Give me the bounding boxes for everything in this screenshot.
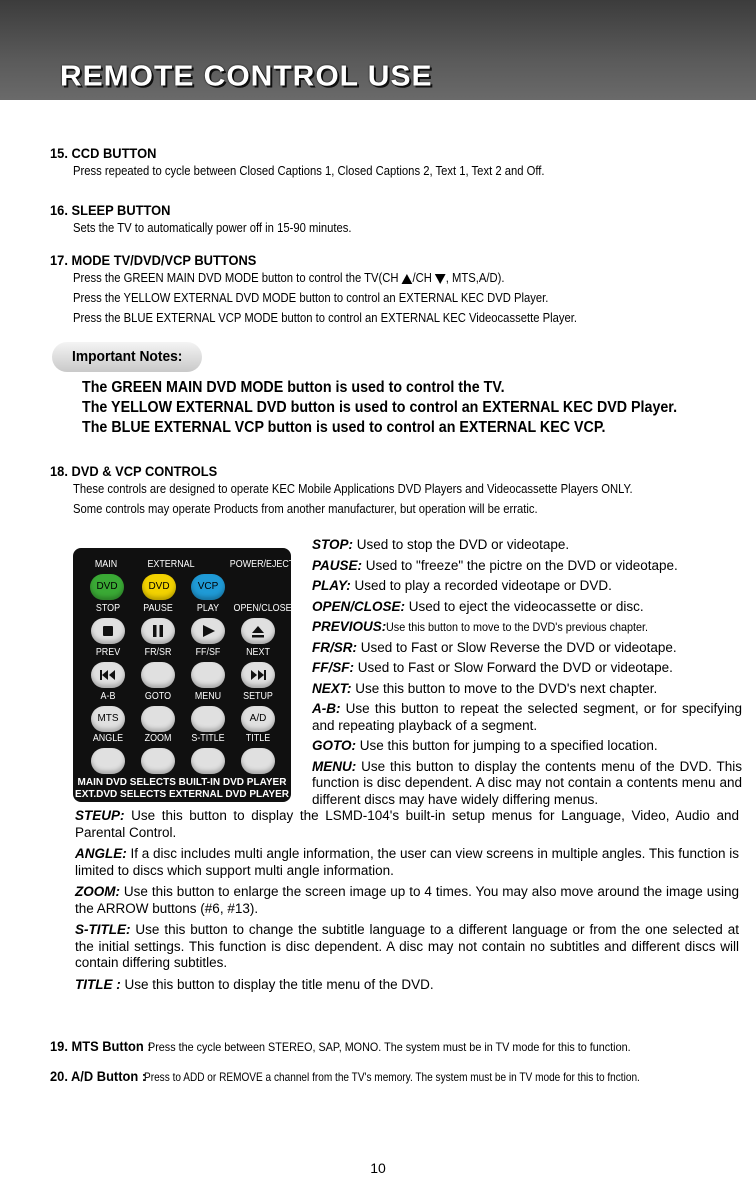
remote-illustration (73, 548, 295, 802)
remote-label-power-eject: POWER/EJECT (229, 558, 295, 570)
important-notes (82, 378, 677, 438)
control-s-title: S-TITLE: Use this button to change the subtitle language to a different language or from the one selected at the initial settings. This function is disc dependent. A disc may not contain no subtitles and different discs will contain differing subtitles. (75, 922, 739, 970)
page-number: 10 (370, 1160, 386, 1176)
remote-angle-button (91, 748, 125, 774)
remote-label-title: TITLE (245, 732, 271, 744)
section-18 (50, 463, 695, 519)
remote-menu-button (191, 706, 225, 732)
channel-up-icon (402, 274, 413, 284)
previous-icon (91, 662, 125, 688)
control-menu: MENU: Use this button to display the contents menu of the DVD. This function is disc dependent. A disc may not contain a contents menu and different discs may have widely differing menus. (312, 758, 742, 807)
remote-title-button (241, 748, 275, 774)
section-18-title: 18. DVD & VCP CONTROLS (50, 463, 218, 479)
remote-footer-line-1: MAIN DVD SELECTS BUILT-IN DVD PLAYER (77, 777, 287, 788)
control-ff-sf: FF/SF: Used to Fast or Slow Forward the DVD or videotape. (312, 660, 673, 675)
remote-label-ff-sf: FF/SF (195, 646, 221, 658)
control-angle: ANGLE: If a disc includes multi angle information, the user can view screens in multiple angles. This function is limited to discs which support multi angle information. (75, 846, 739, 878)
remote-label-next: NEXT (246, 646, 270, 658)
remote-s-title-button (191, 748, 225, 774)
control-fr-sr: FR/SR: Used to Fast or Slow Reverse the DVD or videotape. (312, 639, 677, 655)
section-20 (50, 1068, 735, 1084)
control-zoom: ZOOM: Use this button to enlarge the screen image up to 4 times. You may also move around the image using the ARROW buttons (#6, #13). (75, 884, 739, 916)
control-a-b: A-B: Use this button to repeat the selected segment, or for specifying and repeating playback of a segment. (312, 701, 742, 733)
section-17-line-3: Press the BLUE EXTERNAL VCP MODE button to control an EXTERNAL KEC Videocassette Player. (73, 311, 577, 325)
remote-label-s-title: S-TITLE (191, 732, 225, 744)
remote-label-external: EXTERNAL (147, 558, 195, 570)
section-17-line-1-a: Press the GREEN MAIN DVD MODE button to control the TV(CH (73, 271, 402, 285)
notes-label: Important Notes: (72, 348, 183, 365)
remote-stop-button (91, 618, 125, 644)
section-17-line-2: Press the YELLOW EXTERNAL DVD MODE button to control an EXTERNAL KEC DVD Player. (73, 291, 549, 305)
section-15-title: 15. CCD BUTTON (50, 145, 157, 161)
main-dvd-mode-button: DVD (90, 574, 124, 600)
control-next: NEXT: Use this button to move to the DVD's next chapter. (312, 680, 658, 696)
play-icon (191, 618, 225, 644)
control-play: PLAY: Used to play a recorded videotape or DVD. (312, 578, 612, 593)
remote-label-zoom: ZOOM (144, 732, 172, 744)
control-setup: STEUP: Use this button to display the LSMD-104's built-in setup menus for Language, Video, Audio and Parental Control. (75, 808, 739, 840)
section-17-line-1-b: /CH (412, 271, 435, 285)
remote-goto-button (141, 706, 175, 732)
control-open-close: OPEN/CLOSE: Used to eject the videocassette or disc. (312, 598, 644, 614)
page-title: REMOTE CONTROL USE (60, 60, 433, 93)
external-vcp-mode-button: VCP (191, 574, 225, 600)
remote-label-main: MAIN (94, 558, 118, 570)
section-19-body: Press the cycle between STEREO, SAP, MONO. The system must be in TV mode for this to function. (148, 1040, 632, 1054)
remote-ff-sf-button (191, 662, 225, 688)
section-18-body (73, 479, 633, 519)
section-16-title: 16. SLEEP BUTTON (50, 202, 171, 218)
control-descriptions (312, 537, 742, 808)
remote-mts-button: MTS (91, 706, 125, 732)
section-20-body: Press to ADD or REMOVE a channel from the TV's memory. The system must be in TV mode for this to fnction. (144, 1070, 641, 1084)
control-title: TITLE : Use this button to display the title menu of the DVD. (75, 976, 434, 992)
remote-label-play: PLAY (196, 602, 220, 614)
remote-label-stop: STOP (95, 602, 121, 614)
remote-pause-button (141, 618, 175, 644)
section-19-title: 19. MTS Button : (50, 1038, 152, 1054)
note-line-2: The YELLOW EXTERNAL DVD button is used to control an EXTERNAL KEC DVD Player. (82, 399, 678, 416)
note-line-1: The GREEN MAIN DVD MODE button is used to control the TV. (82, 379, 505, 396)
section-16-body: Sets the TV to automatically power off in 15-90 minutes. (73, 221, 352, 235)
external-dvd-mode-button: DVD (142, 574, 176, 600)
section-18-line-2: Some controls may operate Products from another manufacturer, but operation will be erratic. (73, 502, 538, 516)
control-pause: PAUSE: Used to "freeze" the pictre on the DVD or videotape. (312, 557, 678, 573)
remote-label-a-b: A-B (100, 690, 116, 702)
remote-a-d-button: A/D (241, 706, 275, 732)
pause-icon (141, 618, 175, 644)
remote-next-button (241, 662, 275, 688)
wide-control-descriptions (75, 808, 739, 993)
section-15-body: Press repeated to cycle between Closed Captions 1, Closed Captions 2, Text 1, Text 2 and Off. (73, 164, 545, 178)
section-20-title: 20. A/D Button : (50, 1068, 147, 1084)
stop-icon (91, 618, 125, 644)
section-17-line-1-c: , MTS,A/D). (445, 271, 505, 285)
section-17-body (73, 268, 577, 328)
section-17 (50, 252, 633, 328)
section-18-line-1: These controls are designed to operate KEC Mobile Applications DVD Players and Videocassette Players ONLY. (73, 482, 633, 496)
remote-prev-button (91, 662, 125, 688)
remote-label-prev: PREV (95, 646, 121, 658)
section-17-line-1 (73, 268, 577, 288)
header-bar (0, 0, 756, 100)
remote-label-angle: ANGLE (92, 732, 124, 744)
remote-label-fr-sr: FR/SR (144, 646, 172, 658)
control-goto: GOTO: Use this button for jumping to a specified location. (312, 738, 658, 753)
remote-footer-line-2: EXT.DVD SELECTS EXTERNAL DVD PLAYER (75, 789, 289, 800)
note-line-3: The BLUE EXTERNAL VCP button is used to control an EXTERNAL KEC VCP. (82, 419, 606, 436)
section-19 (50, 1038, 685, 1054)
channel-down-icon (435, 274, 446, 284)
next-icon (241, 662, 275, 688)
eject-icon (241, 618, 275, 644)
remote-zoom-button (141, 748, 175, 774)
control-previous: PREVIOUS:Use this button to move to the DVD's previous chapter. (312, 619, 649, 634)
control-stop: STOP: Used to stop the DVD or videotape. (312, 537, 570, 552)
section-16 (50, 202, 382, 238)
remote-open-close-button (241, 618, 275, 644)
remote-label-open-close: OPEN/CLOSE (233, 602, 292, 614)
remote-fr-sr-button (141, 662, 175, 688)
remote-label-goto: GOTO (144, 690, 172, 702)
section-17-title: 17. MODE TV/DVD/VCP BUTTONS (50, 252, 257, 268)
remote-play-button (191, 618, 225, 644)
remote-label-pause: PAUSE (143, 602, 173, 614)
section-15 (50, 145, 597, 181)
remote-label-setup: SETUP (243, 690, 273, 702)
remote-label-menu: MENU (194, 690, 222, 702)
